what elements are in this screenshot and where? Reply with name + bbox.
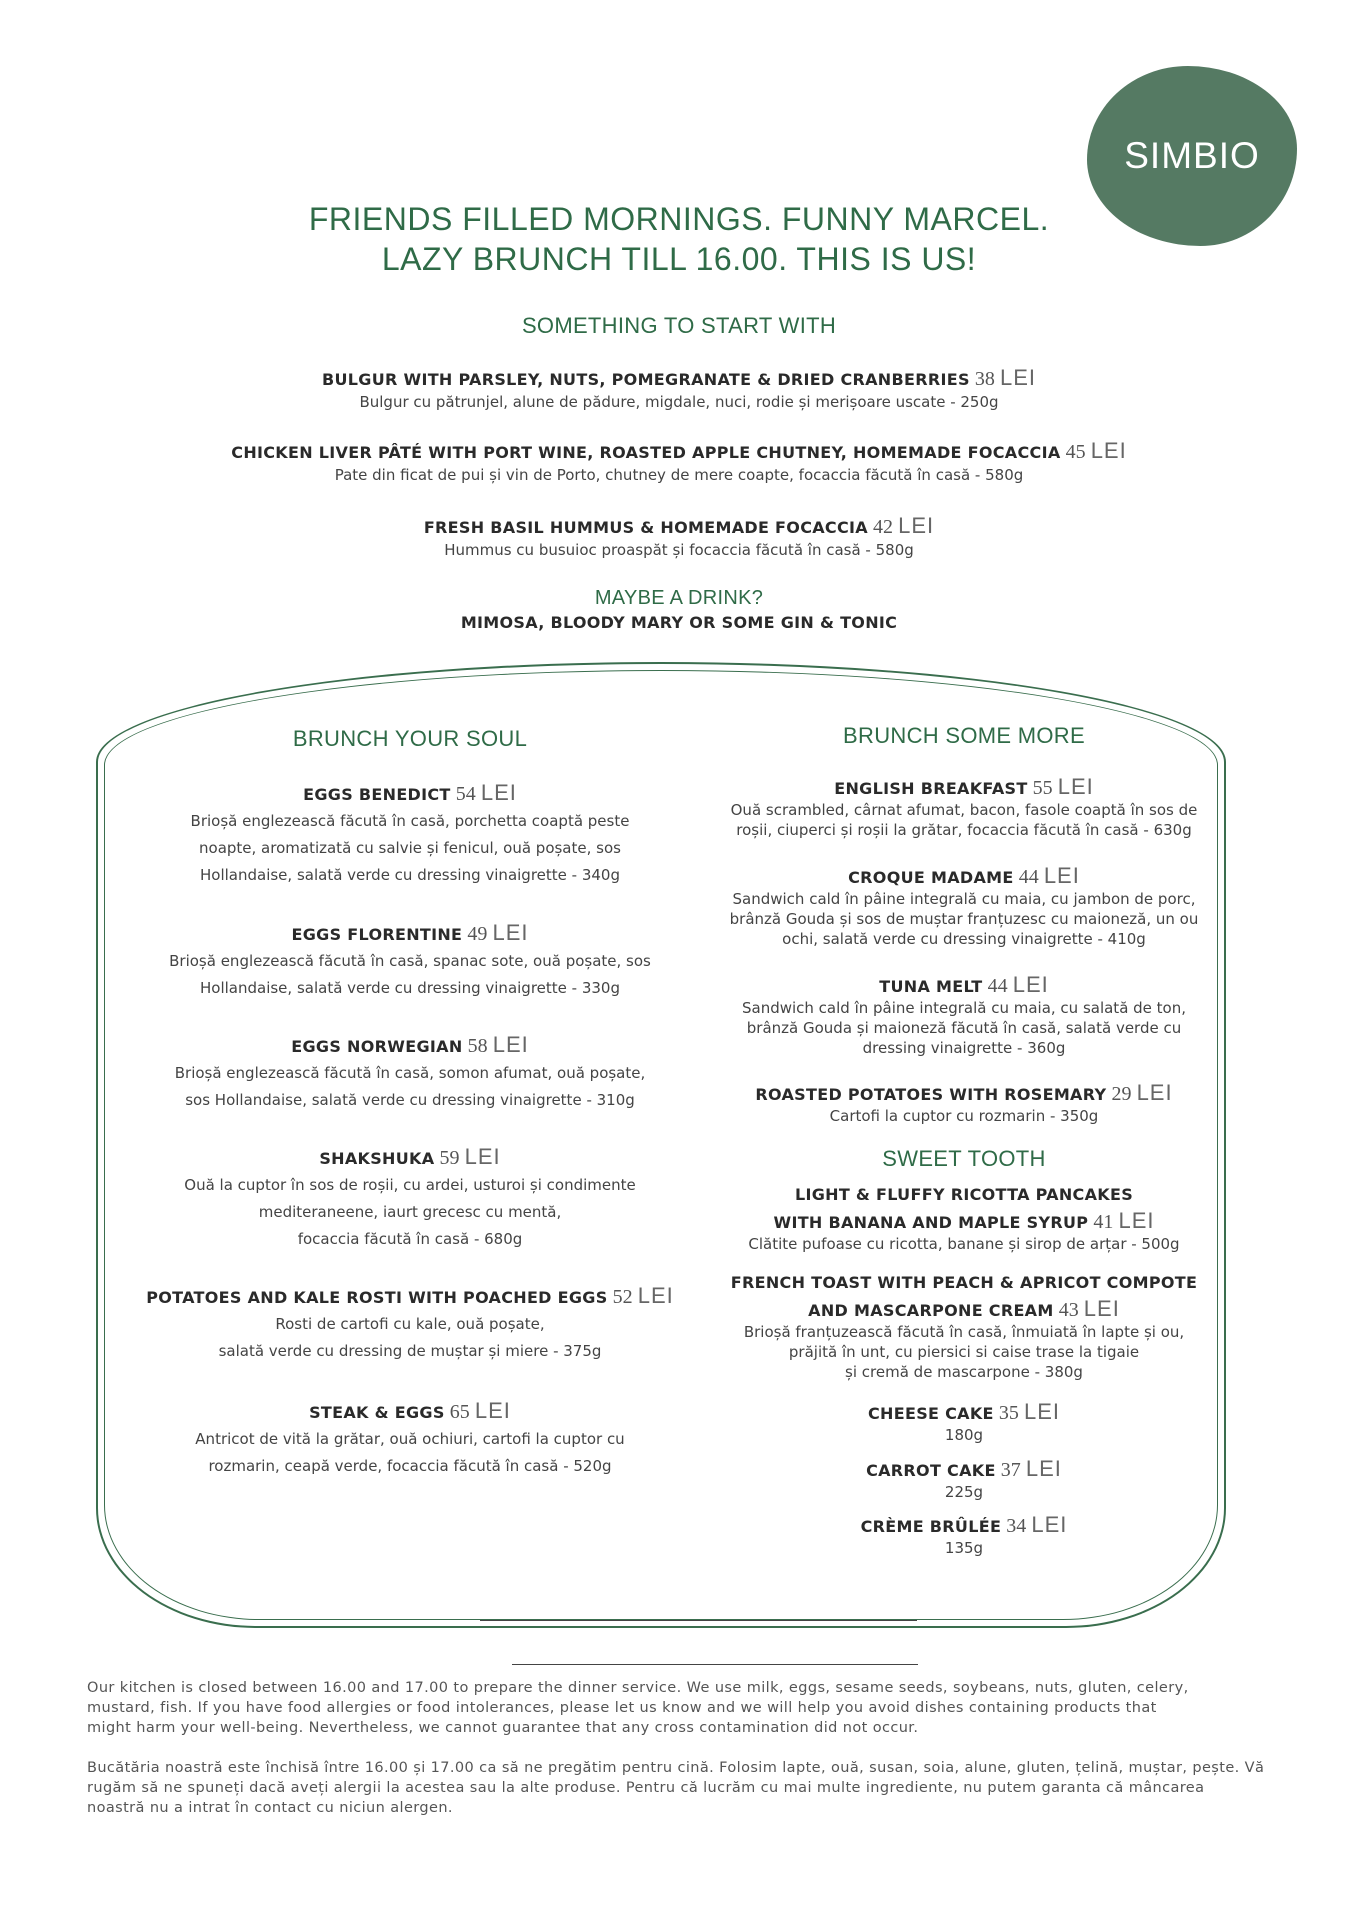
menu-item [0, 365, 1358, 413]
item-description-line: și cremă de mascarpone - 380g [845, 1363, 1083, 1381]
item-currency: LEI [1057, 774, 1094, 799]
item-price: 55 [1032, 777, 1053, 799]
item-currency: LEI [492, 1032, 529, 1057]
item-currency: LEI [1025, 1456, 1062, 1481]
allergen-notice-en [87, 1678, 1287, 1738]
menu-item [690, 774, 1238, 840]
item-description-line: rozmarin, ceapă verde, focaccia făcută în casă - 520g [208, 1457, 612, 1475]
item-name-line: LIGHT & FLUFFY RICOTTA PANCAKES [794, 1185, 1134, 1204]
item-description-line: brânză Gouda și sos de muștar franțuzesc cu maioneză, un ou [729, 910, 1199, 928]
item-description-line: Ouă scrambled, cârnat afumat, bacon, fasole coaptă în sos de [730, 801, 1198, 819]
item-currency: LEI [1012, 972, 1049, 997]
item-description: Bulgur cu pătrunjel, alune de pădure, migdale, nuci, rodie și merișoare uscate - 250g [359, 393, 999, 411]
section-title-sweet: SWEET TOOTH [882, 1146, 1046, 1171]
item-name: SHAKSHUKA [319, 1149, 435, 1168]
item-price: 34 [1006, 1515, 1027, 1537]
footer-line: rugăm să ne spuneți dacă aveți alergii la acestea sau la alte produse. Pentru că lucrăm cu mai multe ingrediente, nu putem garanta că mâncarea [87, 1780, 1205, 1796]
item-name: CHEESE CAKE [868, 1404, 994, 1423]
item-price: 43 [1058, 1299, 1079, 1321]
item-name: CHICKEN LIVER PÂTÉ WITH PORT WINE, ROASTED APPLE CHUTNEY, HOMEMADE FOCACCIA [231, 443, 1061, 462]
item-price: 44 [1018, 866, 1039, 888]
item-description-line: Hollandaise, salată verde cu dressing vinaigrette - 340g [200, 866, 620, 884]
item-description-line: Clătite pufoase cu ricotta, banane și sirop de arțar - 500g [748, 1235, 1180, 1253]
menu-item [140, 920, 680, 1002]
menu-item [690, 1399, 1238, 1445]
item-description-line: noapte, aromatizată cu salvie și fenicul, ouă poșate, sos [199, 839, 621, 857]
item-name: CARROT CAKE [866, 1461, 996, 1480]
item-currency: LEI [999, 365, 1036, 390]
item-price: 44 [987, 975, 1008, 997]
item-description-line: salată verde cu dressing de muștar și miere - 375g [218, 1342, 602, 1360]
item-currency: LEI [1043, 863, 1080, 888]
item-description-line: Sandwich cald în pâine integrală cu maia, cu salată de ton, [741, 999, 1187, 1017]
item-description-line: sos Hollandaise, salată verde cu dressing vinaigrette - 310g [185, 1091, 635, 1109]
item-price: 58 [467, 1035, 488, 1057]
menu-item [690, 1182, 1238, 1254]
item-name-line: WITH BANANA AND MAPLE SYRUP [773, 1213, 1089, 1232]
item-name: FRESH BASIL HUMMUS & HOMEMADE FOCACCIA [423, 518, 868, 537]
item-description-line: Rosti de cartofi cu kale, ouă poșate, [275, 1315, 545, 1333]
menu-item [690, 1456, 1238, 1502]
section-title-brunch-more: BRUNCH SOME MORE [843, 723, 1085, 748]
item-description-line: Brioșă englezească făcută în casă, somon afumat, ouă poșate, [174, 1064, 646, 1082]
item-name: ENGLISH BREAKFAST [834, 779, 1028, 798]
item-currency: LEI [1118, 1208, 1155, 1233]
item-price: 37 [1000, 1459, 1021, 1481]
item-currency: LEI [1136, 1080, 1173, 1105]
item-weight: 225g [944, 1483, 984, 1501]
item-name: CROQUE MADAME [848, 868, 1014, 887]
item-name: TUNA MELT [879, 977, 983, 996]
footer-line: Bucătăria noastră este închisă între 16.00 și 17.00 ca să ne pregătim pentru cină. Folosim lapte, ouă, susan, soia, alune, gluten, țelină, muștar, pește. Vă [87, 1760, 1265, 1776]
item-name-line: AND MASCARPONE CREAM [808, 1301, 1054, 1320]
item-currency: LEI [492, 920, 529, 945]
item-description: Hummus cu busuioc proaspăt și focaccia făcută în casă - 580g [444, 541, 914, 559]
drink-suggestions [0, 613, 1358, 632]
menu-item [140, 780, 680, 889]
item-currency: LEI [480, 780, 517, 805]
item-price: 42 [873, 516, 894, 538]
item-description-line: Antricot de vită la grătar, ouă ochiuri, cartofi la cuptor cu [195, 1430, 625, 1448]
item-name: EGGS BENEDICT [303, 785, 451, 804]
menu-item [140, 1144, 680, 1253]
item-name-line: FRENCH TOAST WITH PEACH & APRICOT COMPOTE [730, 1273, 1198, 1292]
item-description-line: Cartofi la cuptor cu rozmarin - 350g [829, 1107, 1099, 1125]
logo-text: SIMBIO [1124, 135, 1260, 176]
menu-item [690, 863, 1238, 949]
item-description-line: Hollandaise, salată verde cu dressing vinaigrette - 330g [200, 979, 620, 997]
item-description-line: dressing vinaigrette - 360g [862, 1039, 1066, 1057]
item-name: CRÈME BRÛLÉE [860, 1517, 1002, 1536]
item-currency: LEI [898, 513, 935, 538]
footer-line: might harm your well-being. Nevertheless, we cannot guarantee that any cross contamination did not occur. [87, 1720, 919, 1736]
item-price: 65 [449, 1401, 470, 1423]
footer-line: mustard, fish. If you have food allergies or food intolerances, please let us know and we will help you avoid dishes containing products that [87, 1700, 1157, 1716]
menu-item [690, 1080, 1238, 1126]
item-description: Pate din ficat de pui și vin de Porto, chutney de mere coapte, focaccia făcută în casă - 580g [334, 466, 1024, 484]
item-currency: LEI [637, 1283, 674, 1308]
item-price: 29 [1111, 1083, 1132, 1105]
menu-item [0, 438, 1358, 486]
item-price: 35 [998, 1402, 1019, 1424]
menu-item [140, 1398, 680, 1480]
item-name: STEAK & EGGS [309, 1403, 445, 1422]
item-description-line: Ouă la cuptor în sos de roșii, cu ardei, usturoi și condimente [184, 1176, 636, 1194]
item-description-line: Brioșă englezească făcută în casă, porchetta coaptă peste [190, 812, 630, 830]
item-description-line: roșii, ciuperci și roșii la grătar, focaccia făcută în casă - 630g [736, 821, 1192, 839]
item-price: 45 [1065, 441, 1086, 463]
item-name: EGGS NORWEGIAN [291, 1037, 463, 1056]
item-description-line: Sandwich cald în pâine integrală cu maia, cu jambon de porc, [732, 890, 1196, 908]
divider-bottom [512, 1664, 918, 1665]
item-description-line: ochi, salată verde cu dressing vinaigrette - 410g [782, 930, 1146, 948]
item-currency: LEI [1023, 1399, 1060, 1424]
menu-item [690, 1270, 1238, 1382]
item-name: ROASTED POTATOES WITH ROSEMARY [755, 1085, 1107, 1104]
item-currency: LEI [1083, 1296, 1120, 1321]
divider-top [480, 1620, 917, 1621]
item-price: 54 [455, 783, 476, 805]
menu-item [0, 513, 1358, 561]
item-price: 41 [1093, 1211, 1114, 1233]
item-description-line: Brioșă englezească făcută în casă, spanac sote, ouă poșate, sos [169, 952, 651, 970]
item-price: 38 [974, 368, 995, 390]
item-price: 49 [467, 923, 488, 945]
item-name: EGGS FLORENTINE [291, 925, 463, 944]
menu-item [130, 1283, 690, 1365]
item-description-line: mediteraneene, iaurt grecesc cu mentă, [258, 1203, 562, 1221]
menu-item [690, 1512, 1238, 1558]
allergen-notice-ro [87, 1758, 1287, 1818]
item-name: POTATOES AND KALE ROSTI WITH POACHED EGGS [146, 1288, 608, 1307]
item-currency: LEI [1090, 438, 1127, 463]
item-currency: LEI [474, 1398, 511, 1423]
footer-line: Our kitchen is closed between 16.00 and 17.00 to prepare the dinner service. We use milk, eggs, sesame seeds, soybeans, nuts, gluten, celery, [87, 1680, 1189, 1696]
item-weight: 135g [944, 1539, 984, 1557]
item-name: BULGUR WITH PARSLEY, NUTS, POMEGRANATE & DRIED CRANBERRIES [322, 370, 970, 389]
footer-line: noastră nu a intrat în contact cu niciun alergen. [87, 1800, 453, 1816]
item-currency: LEI [1031, 1512, 1068, 1537]
item-weight: 180g [944, 1426, 984, 1444]
item-currency: LEI [464, 1144, 501, 1169]
item-description-line: Brioșă franțuzească făcută în casă, înmuiată în lapte și ou, [743, 1323, 1185, 1341]
item-price: 52 [612, 1286, 633, 1308]
item-description-line: prăjită în unt, cu piersici si caise trase la tigaie [788, 1343, 1140, 1361]
menu-item [690, 972, 1238, 1058]
drink-text: MIMOSA, BLOODY MARY OR SOME GIN & TONIC [460, 613, 898, 632]
item-description-line: brânză Gouda și maioneză făcută în casă, salată verde cu [746, 1019, 1182, 1037]
section-title-starters: SOMETHING TO START WITH [521, 313, 837, 338]
headline-line-2: LAZY BRUNCH TILL 16.00. THIS IS US! [381, 241, 977, 277]
item-description-line: focaccia făcută în casă - 680g [297, 1230, 523, 1248]
item-price: 59 [439, 1147, 460, 1169]
section-title-drink: MAYBE A DRINK? [594, 587, 764, 609]
headline-line-1: FRIENDS FILLED MORNINGS. FUNNY MARCEL. [308, 201, 1050, 237]
section-title-brunch-soul: BRUNCH YOUR SOUL [292, 726, 528, 751]
menu-item [140, 1032, 680, 1114]
